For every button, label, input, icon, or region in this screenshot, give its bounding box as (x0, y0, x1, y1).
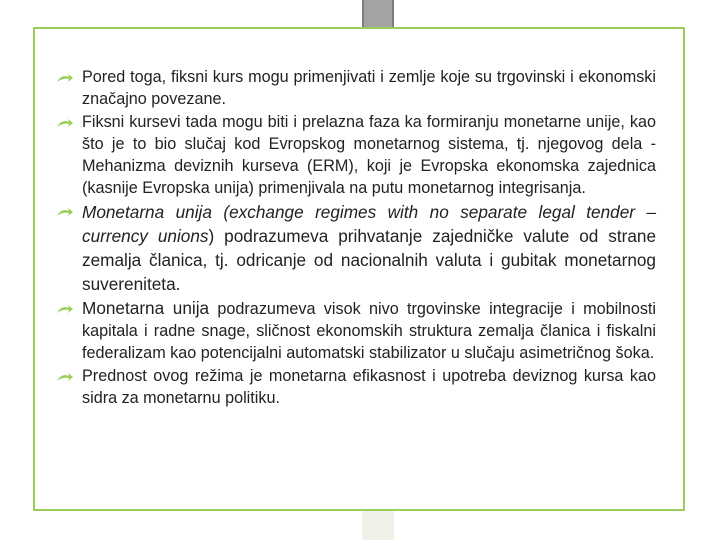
arrow-bullet-icon (56, 207, 74, 219)
arrow-bullet-icon (56, 372, 74, 384)
list-item (56, 297, 656, 364)
list-item (56, 365, 656, 409)
list-item-text: Fiksni kursevi tada mogu biti i prelazna faza ka formiranju monetarne unije, kao što je to bio slučaj kod Evropskog monetarnog sistema, tj. njegovog dela - Mehanizma deviznih kurseva (ERM), koji je Evropska ekonomska zajednica (kasnije Evropska unija) primenjivala na putu monetarnog integrisanja. (82, 113, 656, 197)
list-item-text: ) podrazumeva prihvatanje zajedničke valute od strane zemalja članica, tj. odricanje od nacionalnih valuta i gubitak monetarnog suvereniteta. (82, 226, 657, 294)
list-item-lead-term: Monetarna unija (82, 298, 210, 318)
list-item-italic-term: Monetarna unija (exchange regimes with no separate legal tender – currency unions (82, 202, 656, 246)
arrow-bullet-icon (56, 304, 74, 316)
arrow-bullet-icon (56, 73, 74, 85)
bullet-list (56, 66, 656, 409)
list-item-text: Pored toga, fiksni kurs mogu primenjivati i zemlje koje su trgovinski i ekonomski značajno povezane. (82, 68, 656, 108)
list-item-text: podrazumeva visok nivo trgovinske integracije i mobilnosti kapitala i radne snage, sličnost ekonomskih struktura zemalja članica i fiskalni federalizam kao potencijalni automatski stabilizator u slučaju asimetričnog šoka. (82, 300, 657, 362)
list-item (56, 200, 656, 296)
list-item (56, 111, 656, 199)
list-item (56, 66, 656, 110)
list-item-text: Prednost ovog režima je monetarna efikasnost i upotreba deviznog kursa kao sidra za monetarnu politiku. (82, 367, 656, 407)
arrow-bullet-icon (56, 118, 74, 130)
